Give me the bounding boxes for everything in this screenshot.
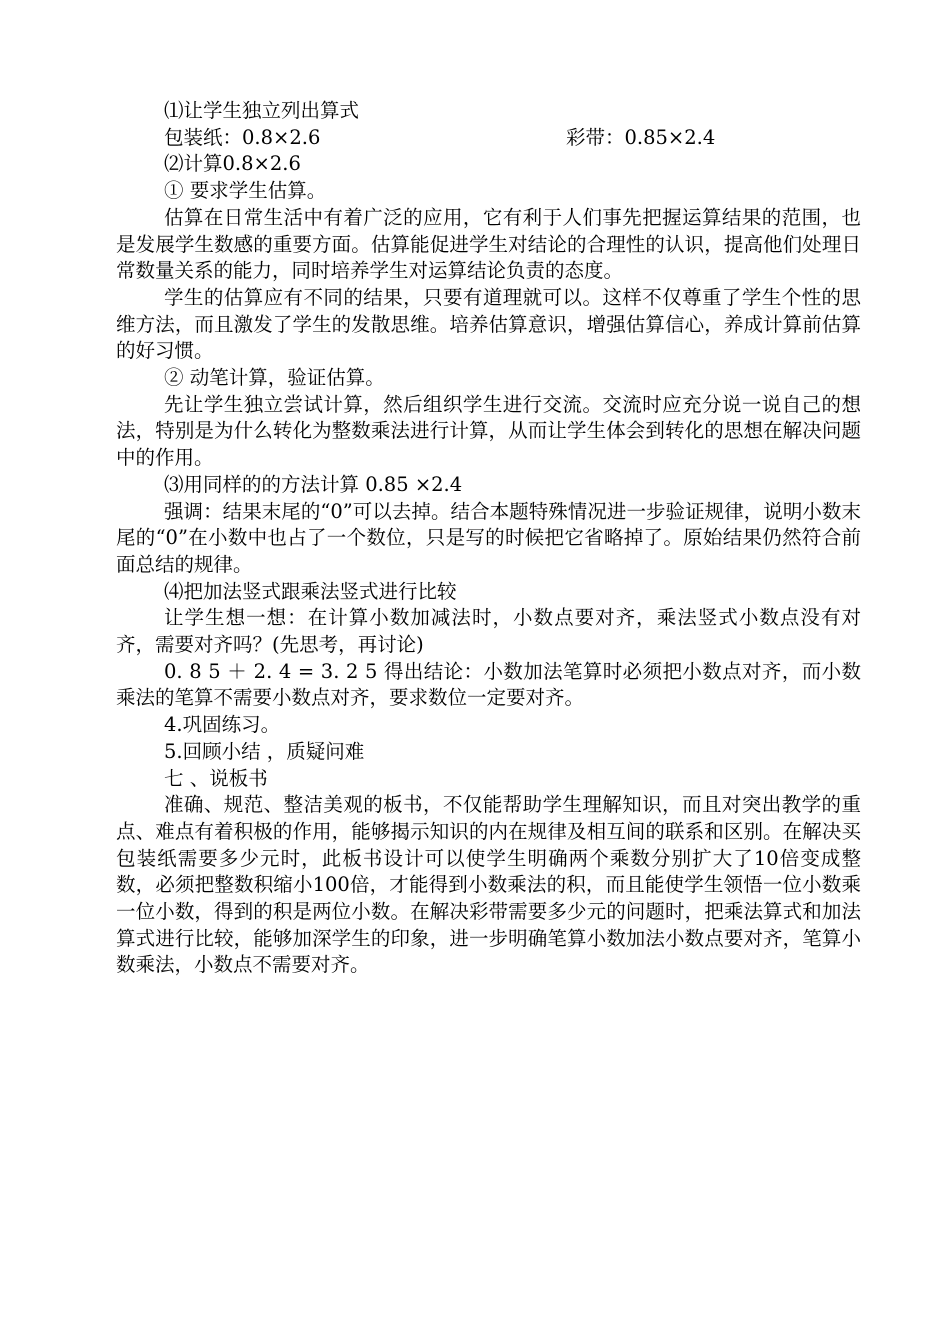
step-1-heading: ⑴让学生独立列出算式 [164, 99, 360, 122]
paragraph-emphasis: 强调：结果末尾的“0”可以去掉。结合本题特殊情况进一步验证规律，说明小数末尾的“0”在小数中也占了一个数位，只是写的时候把它省略掉了。原始结果仍然符合前面总结的规律。 [116, 499, 861, 576]
section-7-heading: 七 、说板书 [164, 766, 268, 790]
substep-estimate: ① 要求学生估算。 [164, 179, 327, 203]
document-body [116, 98, 861, 979]
ribbon-formula: 彩带：0.85×2.4 [566, 125, 716, 149]
paragraph-conclusion: 0. 8 5 ＋ 2. 4 = 3. 2 5 得出结论：小数加法笔算时必须把小数点对齐，而小数乘法的笔算不需要小数点对齐，要求数位一定要对齐。 [116, 659, 861, 710]
substep-calculate: ② 动笔计算，验证估算。 [164, 366, 385, 390]
step-2-heading: ⑵计算0.8×2.6 [164, 152, 301, 176]
step-3-heading: ⑶用同样的的方法计算 0.85 ×2.4 [164, 472, 463, 496]
paragraph-independent-calculation: 先让学生独立尝试计算，然后组织学生进行交流。交流时应充分说一说自己的想法，特别是为什么转化为整数乘法进行计算，从而让学生体会到转化的思想在解决问题中的作用。 [116, 392, 861, 470]
paragraph-estimation-results: 学生的估算应有不同的结果，只要有道理就可以。这样不仅尊重了学生个性的思维方法，而且激发了学生的发散思维。培养估算意识，增强估算信心，养成计算前估算的好习惯。 [116, 285, 861, 363]
step-4-heading: ⑷把加法竖式跟乘法竖式进行比较 [164, 579, 457, 603]
formula-row [116, 125, 861, 152]
paragraph-estimation-importance: 估算在日常生活中有着广泛的应用，它有利于人们事先把握运算结果的范围，也是发展学生数感的重要方面。估算能促进学生对结论的合理性的认识，提高他们处理日常数量关系的能力，同时培养学生对运算结论负责的态度。 [116, 205, 861, 283]
paragraph-think: 让学生想一想：在计算小数加减法时，小数点要对齐，乘法竖式小数点没有对齐，需要对齐吗？(先思考，再讨论) [116, 606, 861, 657]
wrapping-paper-formula: 包装纸：0.8×2.6 [164, 125, 321, 149]
step-consolidate: 4.巩固练习。 [164, 713, 281, 737]
step-review: 5.回顾小结 ，质疑问难 [164, 739, 365, 763]
paragraph-blackboard: 准确、规范、整洁美观的板书，不仅能帮助学生理解知识，而且对突出教学的重点、难点有着积极的作用，能够揭示知识的内在规律及相互间的联系和区别。在解决买包装纸需要多少元时，此板书设计可以使学生明确两个乘数分别扩大了10倍变成整数，必须把整数积缩小100倍，才能得到小数乘法的积，而且能使学生领悟一位小数乘一位小数，得到的积是两位小数。在解决彩带需要多少元的问题时，把乘法算式和加法算式进行比较，能够加深学生的印象，进一步明确笔算小数加法小数点要对齐，笔算小数乘法，小数点不需要对齐。 [116, 793, 861, 977]
